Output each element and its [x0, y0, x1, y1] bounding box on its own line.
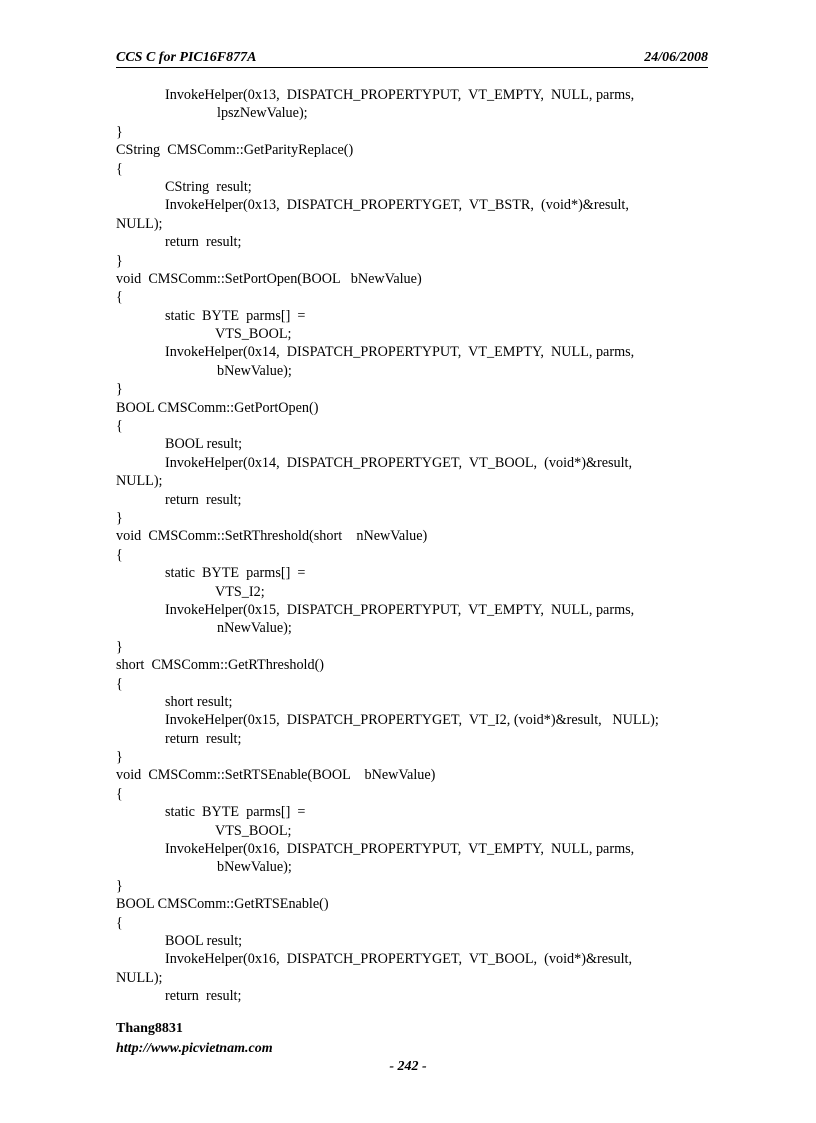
header-rule [116, 67, 708, 68]
code-line: bNewValue); [217, 362, 292, 379]
code-line: return result; [165, 234, 242, 251]
code-line: } [116, 509, 123, 526]
code-line: BOOL result; [165, 932, 243, 949]
code-line: NULL); [116, 473, 163, 490]
code-line: NULL); [116, 215, 163, 232]
code-line: BOOL result; [165, 436, 243, 453]
code-line: static BYTE parms[] = [165, 804, 306, 821]
code-line: { [116, 675, 123, 692]
code-line: } [116, 638, 123, 655]
code-line: InvokeHelper(0x15, DISPATCH_PROPERTYPUT, VT_EMPTY, NULL, parms, [165, 601, 635, 618]
code-line: InvokeHelper(0x16, DISPATCH_PROPERTYPUT, VT_EMPTY, NULL, parms, [165, 841, 635, 858]
code-line: VTS_I2; [215, 583, 265, 600]
code-line: CString CMSComm::GetParityReplace() [116, 142, 354, 159]
code-line: return result; [165, 988, 242, 1005]
code-line: return result; [165, 730, 242, 747]
code-line: void CMSComm::SetPortOpen(BOOL bNewValue) [116, 270, 422, 287]
code-line: bNewValue); [217, 859, 292, 876]
code-line: InvokeHelper(0x14, DISPATCH_PROPERTYPUT, VT_EMPTY, NULL, parms, [165, 344, 635, 361]
code-line: return result; [165, 491, 242, 508]
code-line: { [116, 785, 123, 802]
code-line: } [116, 123, 123, 140]
code-line: BOOL CMSComm::GetRTSEnable() [116, 896, 329, 913]
page-number: - 242 - [389, 1059, 427, 1074]
code-line: { [116, 289, 123, 306]
code-line: short CMSComm::GetRThreshold() [116, 657, 325, 674]
code-line: CString result; [165, 178, 252, 195]
code-line: } [116, 749, 123, 766]
code-line: InvokeHelper(0x14, DISPATCH_PROPERTYGET, VT_BOOL, (void*)&result, [165, 454, 633, 471]
footer-url: http://www.picvietnam.com [116, 1041, 273, 1056]
code-line: short result; [165, 693, 233, 710]
code-line: { [116, 160, 123, 177]
code-line: InvokeHelper(0x13, DISPATCH_PROPERTYGET, VT_BSTR, (void*)&result, [165, 197, 629, 214]
header-date: 24/06/2008 [644, 50, 708, 65]
code-line: InvokeHelper(0x15, DISPATCH_PROPERTYGET, VT_I2, (void*)&result, NULL); [165, 712, 659, 729]
code-line: InvokeHelper(0x13, DISPATCH_PROPERTYPUT, VT_EMPTY, NULL, parms, [165, 87, 635, 103]
code-line: static BYTE parms[] = [165, 307, 306, 324]
code-line: lpszNewValue); [217, 105, 308, 122]
code-line: VTS_BOOL; [215, 326, 292, 343]
footer-author: Thang8831 [116, 1021, 183, 1036]
code-line: { [116, 914, 123, 931]
code-line: nNewValue); [217, 620, 292, 637]
header-title: CCS C for PIC16F877A [116, 50, 257, 65]
code-line: static BYTE parms[] = [165, 565, 306, 582]
code-line: } [116, 252, 123, 269]
code-line: } [116, 877, 123, 894]
code-line: } [116, 381, 123, 398]
code-line: NULL); [116, 969, 163, 986]
code-line: { [116, 546, 123, 563]
code-line: VTS_BOOL; [215, 822, 292, 839]
code-line: { [116, 418, 123, 435]
code-line: InvokeHelper(0x16, DISPATCH_PROPERTYGET, VT_BOOL, (void*)&result, [165, 951, 633, 968]
code-line: BOOL CMSComm::GetPortOpen() [116, 399, 319, 416]
code-line: void CMSComm::SetRTSEnable(BOOL bNewValue) [116, 767, 436, 784]
code-line: void CMSComm::SetRThreshold(short nNewValue) [116, 528, 428, 545]
code-listing [116, 86, 736, 1006]
